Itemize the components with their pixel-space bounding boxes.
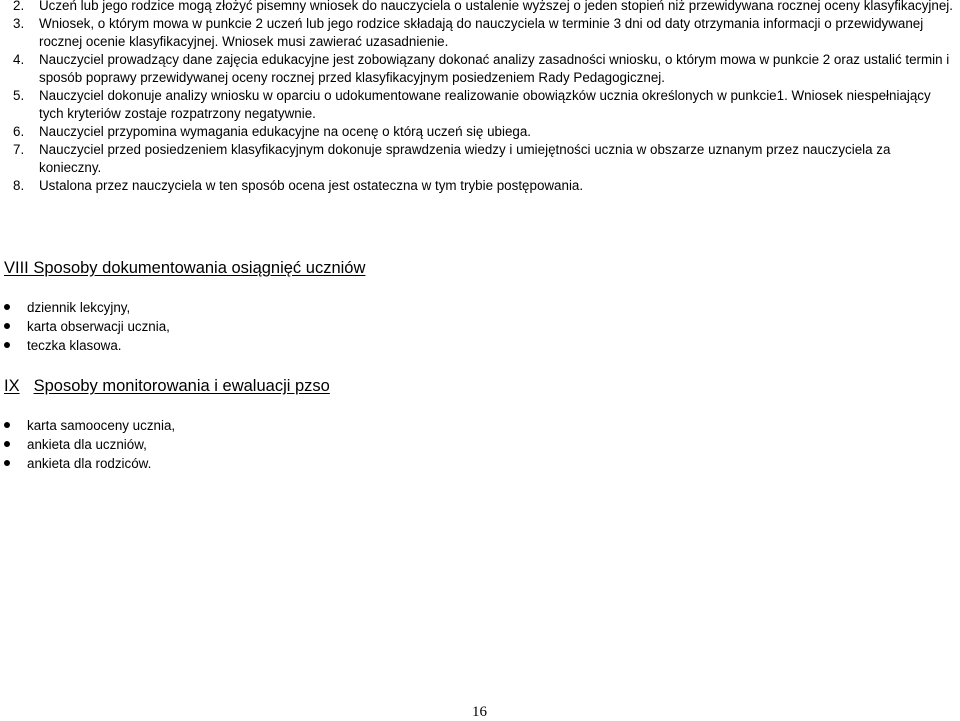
item-text: Nauczyciel przed posiedzeniem klasyfikacyjnym dokonuje sprawdzenia wiedzy i umiejętności ucznia w obszarze uznanym przez nauczyciela za konieczny. (39, 142, 891, 175)
item-text: Nauczyciel prowadzący dane zajęcia edukacyjne jest zobowiązany dokonać analizy zasadności wniosku, o którym mowa w punkcie 2 oraz ustalić termin i sposób poprawy przewidywanej oceny rocznej przed klasyfikacyjnym posiedzeniem Rady Pedagogicznej. (39, 52, 950, 85)
item-text: Nauczyciel przypomina wymagania edukacyjne na ocenę o którą uczeń się ubiega. (39, 124, 532, 139)
item-number: 7. (13, 142, 25, 157)
item-text: Ustalona przez nauczyciela w ten sposób ocena jest ostateczna w tym trybie postępowania. (39, 178, 584, 193)
bullet-icon (4, 304, 10, 310)
bullet-text: teczka klasowa. (27, 338, 122, 353)
bullet-icon (4, 342, 10, 348)
section-number: IX (4, 377, 20, 395)
bullet-icon (4, 441, 10, 447)
item-text: Uczeń lub jego rodzice mogą złożyć pisemny wniosek do nauczyciela o ustalenie wyższej o jeden stopień niż przewidywana rocznej oceny klasyfikacyjnej. (39, 0, 953, 13)
bullet-text: dziennik lekcyjny, (27, 300, 131, 315)
item-text: Wniosek, o którym mowa w punkcie 2 uczeń lub jego rodzice składają do nauczyciela w terminie 3 dni od daty otrzymania informacji o przewidywanej rocznej ocenie klasyfikacyjnej. Wniosek musi zawierać uzasadnienie. (39, 16, 924, 49)
bullet-icon (4, 422, 10, 428)
section-title: Sposoby monitorowania i ewaluacji pzso (33, 377, 330, 395)
item-number: 5. (13, 88, 25, 103)
bullet-item (0, 416, 600, 435)
item-number: 8. (13, 178, 25, 193)
list-item (0, 123, 960, 141)
list-item (0, 51, 960, 87)
numbered-list (0, 0, 960, 195)
list-item (0, 87, 960, 123)
bullet-item (0, 317, 600, 336)
section-heading-monitoring (4, 376, 330, 396)
bullet-text: karta obserwacji ucznia, (27, 319, 170, 334)
documentation-methods-list (0, 298, 600, 355)
section-heading-documentation: VIII Sposoby dokumentowania osiągnięć uczniów (4, 259, 366, 277)
bullet-text: karta samooceny ucznia, (27, 418, 176, 433)
monitoring-methods-list (0, 416, 600, 473)
page-number: 16 (472, 704, 487, 720)
item-number: 3. (13, 16, 25, 31)
bullet-icon (4, 323, 10, 329)
item-number: 2. (13, 0, 25, 13)
bullet-item (0, 435, 600, 454)
bullet-text: ankieta dla rodziców. (27, 456, 152, 471)
bullet-item (0, 336, 600, 355)
item-number: 4. (13, 52, 25, 67)
list-item (0, 15, 960, 51)
bullet-item (0, 454, 600, 473)
list-item (0, 177, 960, 195)
bullet-item (0, 298, 600, 317)
list-item (0, 141, 960, 177)
bullet-text: ankieta dla uczniów, (27, 437, 147, 452)
item-text: Nauczyciel dokonuje analizy wniosku w oparciu o udokumentowane realizowanie obowiązków ucznia określonych w punkcie1. Wniosek niespełniający tych kryteriów zostaje rozpatrzony negatywnie. (39, 88, 931, 121)
bullet-icon (4, 460, 10, 466)
item-number: 6. (13, 124, 25, 139)
list-item (0, 0, 960, 15)
